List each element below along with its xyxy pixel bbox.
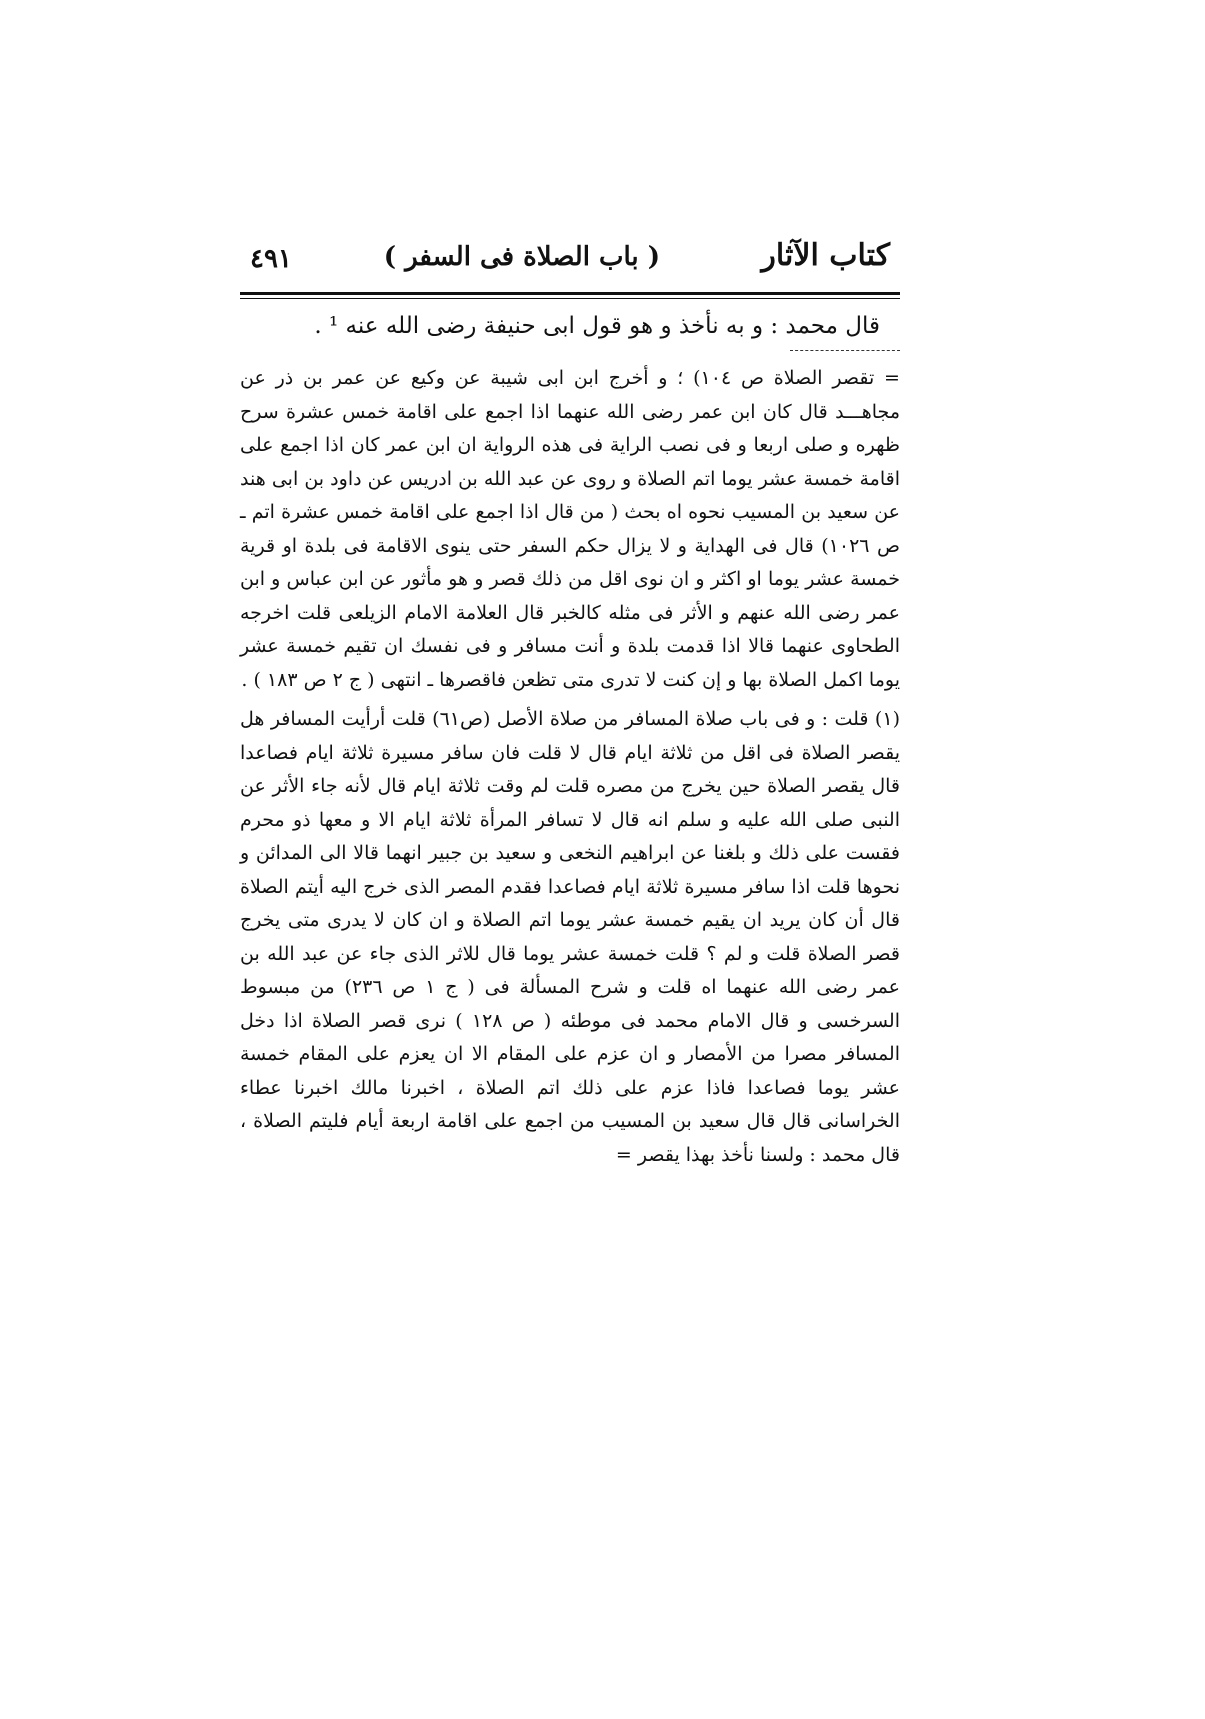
header-rule-thick bbox=[240, 292, 900, 295]
chapter-title: ( باب الصلاة فى السفر ) bbox=[383, 242, 660, 272]
footnote-separator bbox=[790, 350, 900, 351]
main-text: قال محمد : و به نأخذ و هو قول ابى حنيفة رضى الله عنه ¹ . bbox=[314, 313, 880, 339]
page-number: ٤٩١ bbox=[250, 244, 292, 274]
footnotes bbox=[240, 362, 900, 1172]
header-rule-thin bbox=[240, 298, 900, 299]
page-header bbox=[240, 238, 900, 288]
footnote-continuation: = تقصر الصلاة ص ١٠٤) ؛ و أخرج ابن ابى شيبة عن وكيع عن عمر بن ذر عن مجاهـــد قال كان ابن عمر رضى الله عنهما اذا اجمع على اقامة خمس عشرة سرح ظهره و صلى اربعا و فى نصب الراية فى هذه الرواية ان ابن عمر كان اذا اجمع على اقامة خمسة عشر يوما اتم الصلاة و روى عن عبد الله بن ادريس عن داود بن ابى هند عن سعيد بن المسيب نحوه اه بحث ( من قال اذا اجمع على اقامة خمس عشرة اتم ـ ص ١٠٢٦) قال فى الهداية و لا يزال حكم السفر حتى ينوى الاقامة فى بلدة او قرية خمسة عشر يوما او اكثر و ان نوى اقل من ذلك قصر و هو مأثور عن ابن عباس و ابن عمر رضى الله عنهم و الأثر فى مثله كالخبر قال العلامة الامام الزيلعى قلت اخرجه الطحاوى عنهما قالا اذا قدمت بلدة و أنت مسافر و فى نفسك ان تقيم خمسة عشر يوما اكمل الصلاة بها و إن كنت لا تدرى متى تظعن فاقصرها ـ انتهى ( ج ٢ ص ١٨٣ ) . bbox=[240, 367, 901, 691]
book-title: كتاب الآثار bbox=[761, 238, 890, 273]
footnote-one: (١) قلت : و فى باب صلاة المسافر من صلاة الأصل (ص٦١) قلت أرأيت المسافر هل يقصر الصلاة فى اقل من ثلاثة ايام قال لا قلت فان سافر مسيرة ثلاثة ايام فصاعدا قال يقصر الصلاة حين يخرج من مصره قلت لم وقت ثلاثة ايام قال لأنه جاء الأثر عن النبى صلى الله عليه و سلم انه قال لا تسافر المرأة ثلاثة ايام الا و معها ذو محرم فقست على ذلك و بلغنا عن ابراهيم النخعى و سعيد بن جبير انهما قالا الى المدائن و نحوها قلت اذا سافر مسيرة ثلاثة ايام فصاعدا فقدم المصر الذى خرج اليه أيتم الصلاة قال أن كان يريد ان يقيم خمسة عشر يوما اتم الصلاة و ان كان لا يدرى متى يخرج قصر الصلاة قلت و لم ؟ قلت خمسة عشر يوما قال للاثر الذى جاء عن عبد الله بن عمر رضى الله عنهما اه قلت و شرح المسألة فى ( ج ١ ص ٢٣٦) من مبسوط السرخسى و قال الامام محمد فى موطئه ( ص ١٢٨ ) نرى قصر الصلاة اذا دخل المسافر مصرا من الأمصار و ان عزم على المقام الا ان يعزم على المقام خمسة عشر يوما فصاعدا فاذا عزم على ذلك اتم الصلاة ، اخبرنا مالك اخبرنا عطاء الخراسانى قال قال سعيد بن المسيب من اجمع على اقامة اربعة أيام فليتم الصلاة ، قال محمد : ولسنا نأخذ بهذا يقصر = bbox=[240, 708, 900, 1166]
